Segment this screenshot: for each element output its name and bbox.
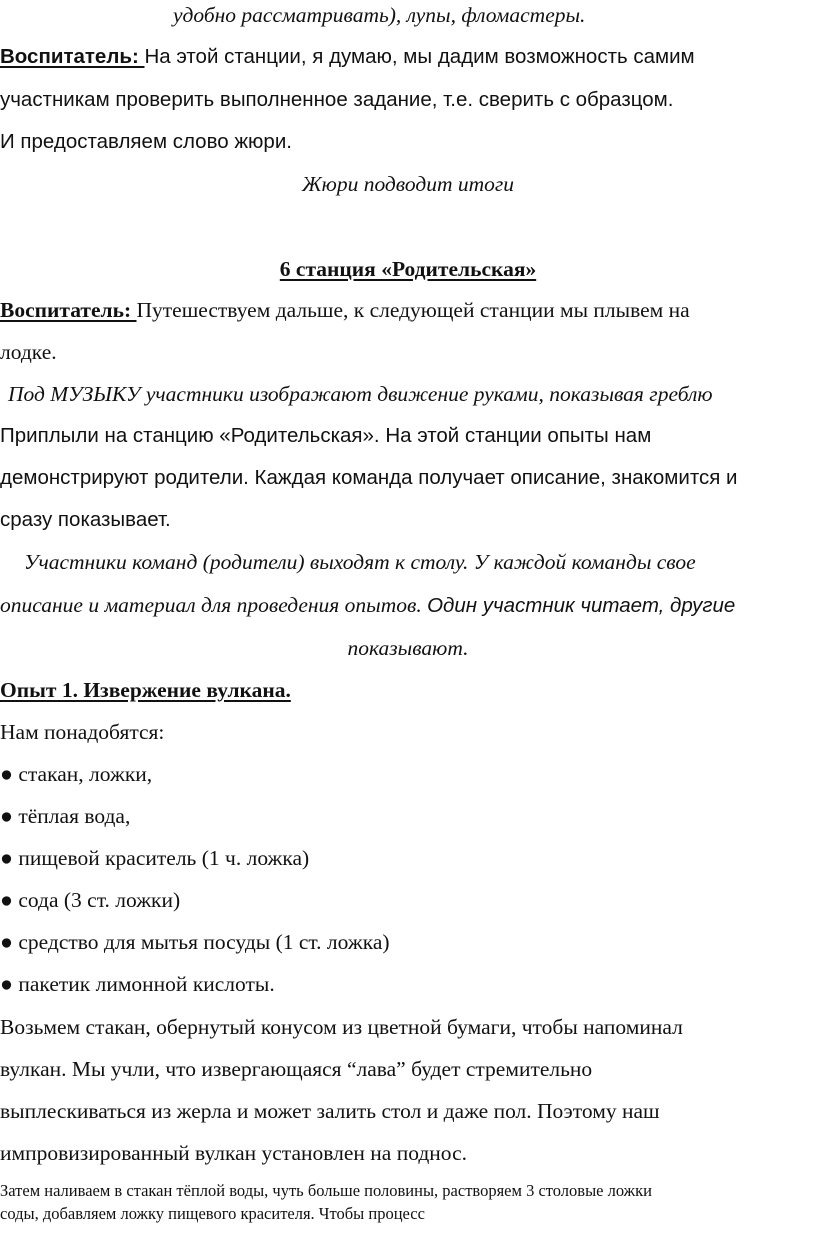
text-line: выплескиваться из жерла и может залить стол и даже пол. Поэтому наш: [0, 1099, 660, 1123]
list-item: ● тёплая вода,: [0, 804, 131, 828]
text-line: Затем наливаем в стакан тёплой воды, чуть больше половины, растворяем 3 столовые ложки: [0, 1181, 652, 1200]
text-line: участникам проверить выполненное задание, т.е. сверить с образцом.: [0, 88, 674, 111]
stage-direction: показывают.: [347, 636, 469, 660]
speaker-label: Воспитатель:: [0, 298, 137, 322]
text-line: Возьмем стакан, обернутый конусом из цветной бумаги, чтобы напоминал: [0, 1015, 683, 1039]
text-line: лодке.: [0, 340, 57, 364]
list-item: ● средство для мытья посуды (1 ст. ложка): [0, 930, 390, 954]
text-line: Приплыли на станцию «Родительская». На этой станции опыты нам: [0, 424, 652, 447]
text-line: сразу показывает.: [0, 508, 171, 531]
speaker-text: Путешествуем дальше, к следующей станции мы плывем на: [136, 298, 690, 322]
text-line: [0, 42, 695, 72]
speaker-label: Воспитатель:: [0, 45, 145, 68]
stage-direction: Участники команд (родители) выходят к столу. У каждой команды свое: [24, 550, 696, 574]
list-item: ● пищевой краситель (1 ч. ложка): [0, 846, 310, 870]
section-heading: 6 станция «Родительская»: [279, 257, 537, 281]
text-line: Нам понадобятся:: [0, 720, 165, 744]
stage-direction-part: описание и материал для проведения опытов.: [0, 593, 428, 617]
list-item: ● пакетик лимонной кислоты.: [0, 972, 275, 996]
text-line: соды, добавляем ложку пищевого красителя. Чтобы процесс: [0, 1204, 425, 1223]
text-line: вулкан. Мы учли, что извергающаяся “лава” будет стремительно: [0, 1057, 593, 1081]
text-line: импровизированный вулкан установлен на поднос.: [0, 1141, 467, 1165]
text-line: демонстрируют родители. Каждая команда получает описание, знакомится и: [0, 466, 738, 489]
text-line: удобно рассматривать), лупы, фломастеры.: [173, 3, 586, 27]
stage-direction: Жюри подводит итоги: [301, 172, 515, 196]
stage-direction: [0, 590, 735, 621]
list-item: ● сода (3 ст. ложки): [0, 888, 181, 912]
text-line: [0, 295, 690, 325]
stage-direction: Под МУЗЫКУ участники изображают движение руками, показывая греблю: [8, 382, 713, 406]
list-item: ● стакан, ложки,: [0, 762, 153, 786]
stage-direction-part: Один участник читает, другие: [427, 594, 736, 617]
text-line: И предоставляем слово жюри.: [0, 130, 292, 153]
experiment-heading: Опыт 1. Извержение вулкана.: [0, 678, 291, 702]
speaker-text: На этой станции, я думаю, мы дадим возможность самим: [144, 45, 695, 68]
